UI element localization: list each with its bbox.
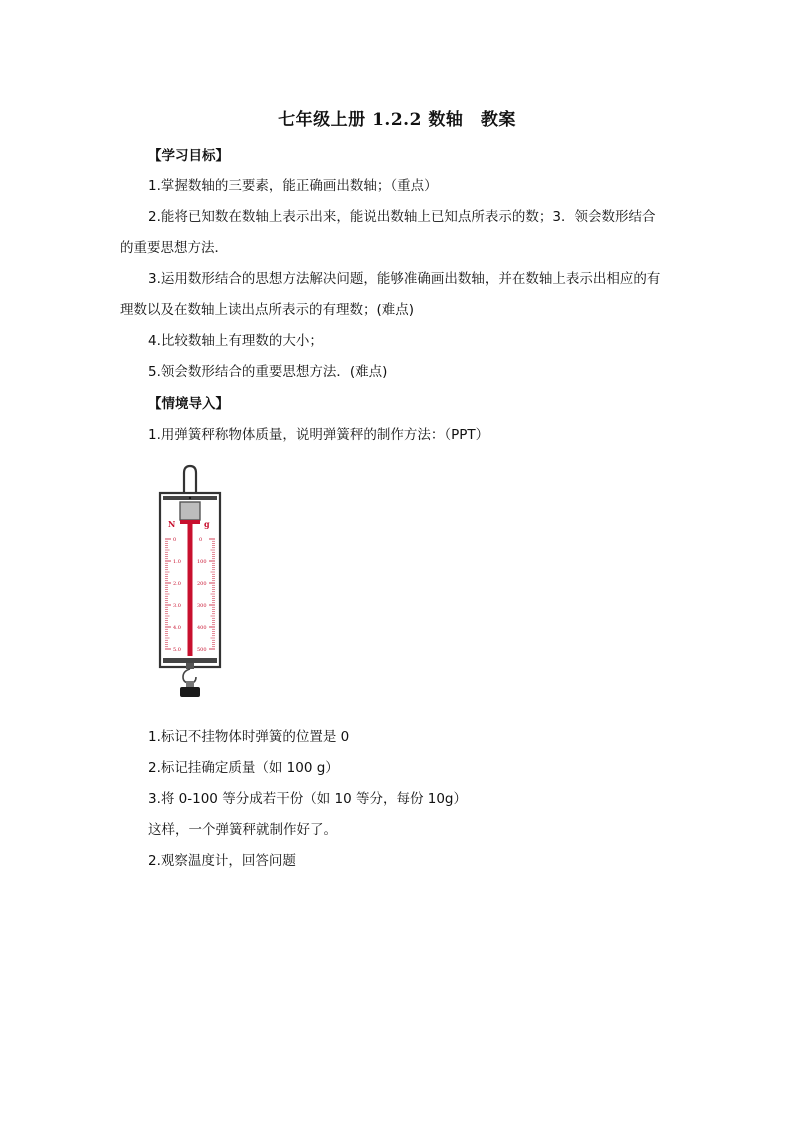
left-tick-label: 3.0	[173, 603, 181, 609]
objective-item-4: 4.比较数轴上有理数的大小；	[148, 333, 323, 349]
next-question-line: 2.观察温度计，回答问题	[148, 853, 296, 869]
step-1: 1.标记不挂物体时弹簧的位置是 0	[148, 729, 350, 745]
left-tick-label: 5.0	[173, 647, 181, 653]
left-tick-label: 4.0	[173, 625, 181, 631]
objective-item-1: 1.掌握数轴的三要素，能正确画出数轴；（重点）	[148, 178, 438, 194]
spring-scale-figure	[155, 462, 230, 704]
right-tick-label: 100	[197, 559, 207, 565]
right-tick-label: 500	[197, 647, 207, 653]
weight-block	[180, 687, 200, 697]
step-2: 2.标记挂确定质量（如 100 g）	[148, 760, 339, 776]
right-tick-label: 400	[197, 625, 207, 631]
indicator-rod	[188, 524, 193, 656]
right-tick-label: 200	[197, 581, 207, 587]
unit-label-right: g	[204, 519, 210, 529]
step-3: 3.将 0-100 等分成若干份（如 10 等分，每份 10g）	[148, 791, 467, 807]
objective-item-5: 5.领会数形结合的重要思想方法．(难点)	[148, 364, 388, 380]
objective-item-2: 2.能将已知数在数轴上表示出来，能说出数轴上已知点所表示的数；3．领会数形结合	[148, 209, 656, 225]
bottom-hook	[183, 669, 196, 683]
left-tick-label: 2.0	[173, 581, 181, 587]
left-tick-label: 0	[173, 537, 177, 543]
right-tick-label: 300	[197, 603, 207, 609]
slider-block	[180, 502, 200, 520]
section-heading-objectives: 【学习目标】	[148, 148, 229, 164]
unit-label-left: N	[168, 519, 176, 529]
objective-item-2-cont: 的重要思想方法．	[120, 240, 228, 256]
intro-line: 1.用弹簧秤称物体质量，说明弹簧秤的制作方法：（PPT）	[148, 427, 490, 443]
objective-item-3: 3.运用数形结合的思想方法解决问题，能够准确画出数轴，并在数轴上表示出相应的有	[148, 271, 661, 287]
right-tick-label: 0	[199, 537, 203, 543]
left-tick-label: 1.0	[173, 559, 181, 565]
page-title: 七年级上册 1.2.2 数轴 教案	[278, 110, 516, 130]
indicator-crossbar	[180, 520, 200, 524]
top-hook	[184, 466, 196, 493]
conclusion-line: 这样，一个弹簧秤就制作好了。	[148, 822, 337, 838]
weight-neck	[186, 681, 194, 687]
objective-item-3-cont: 理数以及在数轴上读出点所表示的有理数；(难点)	[120, 302, 415, 318]
section-heading-intro: 【情境导入】	[148, 396, 229, 412]
